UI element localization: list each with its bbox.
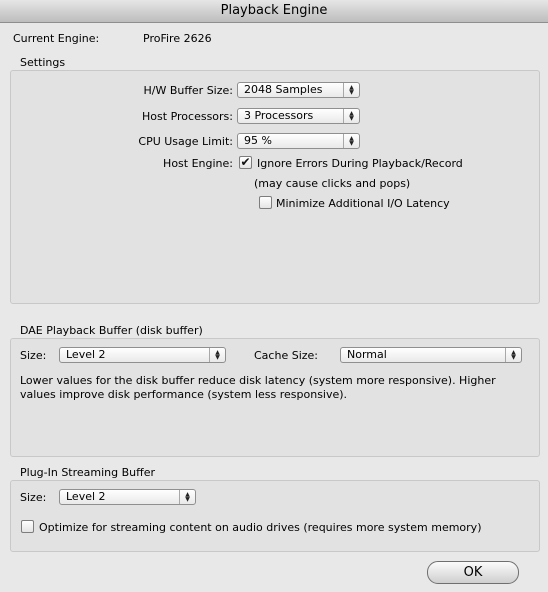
minimize-latency-label: Minimize Additional I/O Latency — [276, 197, 450, 210]
cache-size-select[interactable] — [340, 347, 522, 363]
current-engine-value: ProFire 2626 — [143, 32, 212, 45]
plugin-title: Plug-In Streaming Buffer — [20, 466, 156, 479]
cpu-usage-select[interactable] — [237, 133, 360, 149]
hw-buffer-select[interactable] — [237, 82, 360, 98]
plugin-size-select[interactable] — [59, 489, 196, 505]
plugin-size-value: Level 2 — [66, 490, 106, 503]
window-title: Playback Engine — [0, 0, 548, 23]
ignore-errors-note: (may cause clicks and pops) — [254, 177, 411, 190]
select-arrows-icon: ▲ ▼ — [343, 83, 359, 97]
dae-size-select[interactable] — [59, 347, 226, 363]
minimize-latency-checkbox[interactable] — [259, 196, 272, 209]
plugin-size-label: Size: — [20, 491, 47, 504]
ignore-errors-label: Ignore Errors During Playback/Record — [257, 157, 463, 170]
checkmark-icon: ✔ — [240, 155, 251, 169]
host-processors-label: Host Processors: — [142, 110, 233, 123]
dae-size-label: Size: — [20, 349, 47, 362]
optimize-streaming-checkbox[interactable] — [21, 520, 34, 533]
cache-size-value: Normal — [347, 348, 387, 361]
optimize-streaming-label: Optimize for streaming content on audio drives (requires more system memory) — [39, 521, 482, 534]
host-processors-value: 3 Processors — [244, 109, 314, 122]
settings-title: Settings — [20, 56, 66, 69]
dae-description-line2: values improve disk performance (system less responsive). — [20, 388, 348, 401]
ok-button[interactable]: OK — [427, 561, 519, 584]
dae-size-value: Level 2 — [66, 348, 106, 361]
cache-size-label: Cache Size: — [254, 349, 318, 362]
dae-title: DAE Playback Buffer (disk buffer) — [20, 324, 203, 337]
host-engine-label: Host Engine: — [163, 157, 233, 170]
dae-description-line1: Lower values for the disk buffer reduce disk latency (system more responsive). Higher — [20, 374, 496, 387]
select-arrows-icon: ▲ ▼ — [343, 109, 359, 123]
hw-buffer-label: H/W Buffer Size: — [143, 84, 233, 97]
ignore-errors-checkbox[interactable] — [239, 156, 252, 169]
select-arrows-icon: ▲ ▼ — [179, 490, 195, 504]
hw-buffer-value: 2048 Samples — [244, 83, 323, 96]
select-arrows-icon: ▲ ▼ — [505, 348, 521, 362]
current-engine-label: Current Engine: — [13, 32, 100, 45]
host-processors-select[interactable] — [237, 108, 360, 124]
cpu-usage-value: 95 % — [244, 134, 272, 147]
cpu-usage-label: CPU Usage Limit: — [138, 135, 233, 148]
select-arrows-icon: ▲ ▼ — [343, 134, 359, 148]
select-arrows-icon: ▲ ▼ — [209, 348, 225, 362]
